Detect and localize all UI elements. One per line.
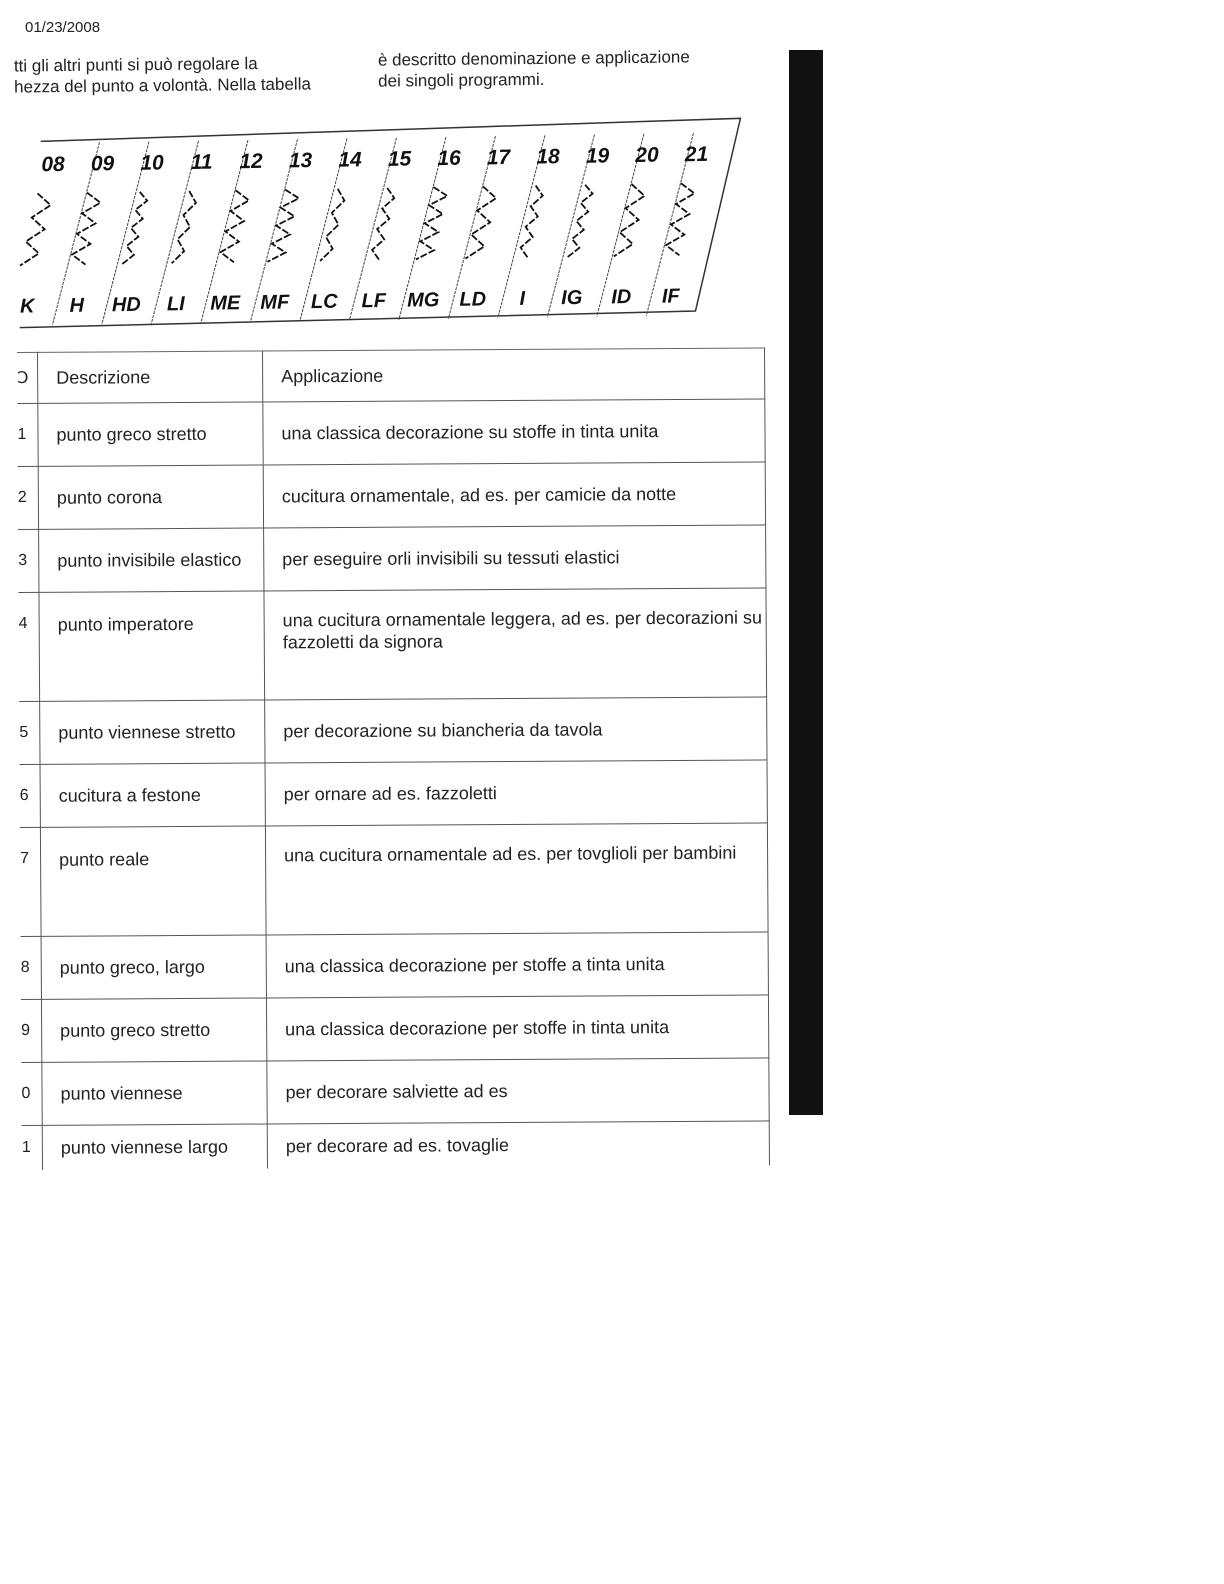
row-application: una cucitura ornamentale leggera, ad es. per decorazioni su fazzoletti da signora <box>264 588 767 700</box>
stitch-pattern-icon <box>415 187 449 260</box>
row-description: punto greco stretto <box>41 998 266 1062</box>
dial-code: LF <box>361 289 387 313</box>
stitch-pattern-icon <box>371 188 395 260</box>
row-application: una classica decorazione per stoffe in tinta unita <box>266 995 768 1061</box>
row-number: 4 <box>18 592 39 701</box>
row-number: 8 <box>21 936 42 999</box>
print-date: 01/23/2008 <box>25 19 101 36</box>
dial-number: 18 <box>536 145 560 169</box>
scan-edge-bar <box>789 50 823 1115</box>
intro-text-left <box>14 52 311 97</box>
dial-code: LD <box>459 288 487 311</box>
row-application: per decorare ad es. tovaglie <box>267 1121 769 1169</box>
stitch-pattern-icon <box>266 189 300 262</box>
dial-code: MG <box>406 289 440 312</box>
header-description: Descrizione <box>38 351 263 403</box>
row-application: per eseguire orli invisibili su tessuti elastici <box>264 525 766 591</box>
row-application: per decorazione su biancheria da tavola <box>265 697 767 763</box>
row-number: 9 <box>21 999 42 1062</box>
intro-text-right <box>378 46 690 91</box>
row-description: cucitura a festone <box>40 763 265 827</box>
dial-code: ME <box>210 292 241 315</box>
row-number: 5 <box>19 701 40 764</box>
dial-number: 17 <box>486 145 511 170</box>
dial-number: 14 <box>338 148 362 172</box>
row-description: punto corona <box>38 465 263 529</box>
table-row <box>20 760 768 828</box>
dial-number: 21 <box>684 142 709 167</box>
stitch-pattern-icon <box>319 189 345 261</box>
dial-number: 19 <box>585 144 610 168</box>
row-number: 7 <box>20 827 41 936</box>
dial-code: HD <box>111 293 141 317</box>
dial-code: ID <box>611 286 632 309</box>
table-row <box>21 932 769 1000</box>
stitch-pattern-icon <box>566 185 593 257</box>
row-description: punto greco stretto <box>38 402 263 466</box>
table-row <box>18 462 766 530</box>
row-application: una classica decorazione su stoffe in tinta unita <box>263 399 765 465</box>
table-row <box>18 525 766 593</box>
row-application: una classica decorazione per stoffe a tinta unita <box>266 932 768 998</box>
table-header-row <box>17 348 765 404</box>
table-row <box>20 823 768 937</box>
dial-code: I <box>519 287 526 310</box>
intro-left-line-1: tti gli altri punti si può regolare la <box>13 54 258 76</box>
dial-number: 12 <box>239 149 263 174</box>
table-row <box>18 588 766 702</box>
dial-code: H <box>69 294 85 317</box>
row-description: punto invisibile elastico <box>39 528 264 592</box>
dial-code: K <box>19 295 35 318</box>
header-application: Applicazione <box>262 348 764 402</box>
row-description: punto viennese <box>42 1061 267 1125</box>
dial-code: MF <box>260 291 290 314</box>
dial-code: LC <box>310 290 338 314</box>
stitch-pattern-icon <box>613 184 646 256</box>
row-application: per decorare salviette ad es <box>267 1058 769 1124</box>
stitch-pattern-icon <box>71 192 101 264</box>
stitch-pattern-icon <box>464 186 497 258</box>
dial-number: 08 <box>41 152 65 177</box>
row-description: punto imperatore <box>39 591 265 701</box>
intro-right-line-1: è descritto denominazione e applicazione <box>377 47 690 70</box>
row-description: punto viennese stretto <box>40 700 265 764</box>
dial-number: 13 <box>288 149 313 173</box>
stitch-pattern-icon <box>171 191 197 263</box>
header-number: Ↄ <box>17 352 38 403</box>
dial-number: 15 <box>387 147 412 171</box>
stitch-pattern-icon <box>665 183 695 255</box>
stitch-selector-dial <box>0 110 760 335</box>
table-row <box>17 399 765 467</box>
table-row <box>21 995 769 1063</box>
dial-number: 20 <box>635 143 659 167</box>
dial-code: IG <box>561 286 583 310</box>
stitch-pattern-icon <box>121 192 148 264</box>
row-number: 0 <box>21 1062 42 1125</box>
row-number: 6 <box>20 764 41 827</box>
stitch-pattern-icon <box>520 185 544 257</box>
dial-number: 16 <box>437 146 461 171</box>
dial-number: 09 <box>90 152 115 176</box>
row-number: 3 <box>18 529 39 592</box>
row-number: 1 <box>17 403 38 466</box>
intro-left-line-2: hezza del punto a volontà. Nella tabella <box>14 74 311 97</box>
dial-code: IF <box>661 285 680 308</box>
dial-number: 11 <box>190 150 213 174</box>
row-number: 2 <box>18 466 39 529</box>
row-description: punto reale <box>40 826 266 936</box>
stitch-pattern-icon <box>19 193 52 265</box>
table-row <box>21 1058 769 1126</box>
table-row <box>19 697 767 765</box>
row-application: una cucitura ornamentale ad es. per tovglioli per bambini <box>265 823 768 935</box>
stitch-program-table <box>17 347 770 1170</box>
row-description: punto greco, largo <box>41 935 266 999</box>
row-application: cucitura ornamentale, ad es. per camicie da notte <box>263 462 765 528</box>
row-application: per ornare ad es. fazzoletti <box>265 760 767 826</box>
row-description: punto viennese largo <box>42 1124 267 1170</box>
stitch-pattern-icon <box>220 190 250 262</box>
intro-right-line-2: dei singoli programmi. <box>378 69 545 91</box>
dial-number: 10 <box>140 151 164 175</box>
dial-code: LI <box>166 293 185 316</box>
table-row <box>22 1121 770 1170</box>
row-number: 1 <box>22 1125 43 1170</box>
